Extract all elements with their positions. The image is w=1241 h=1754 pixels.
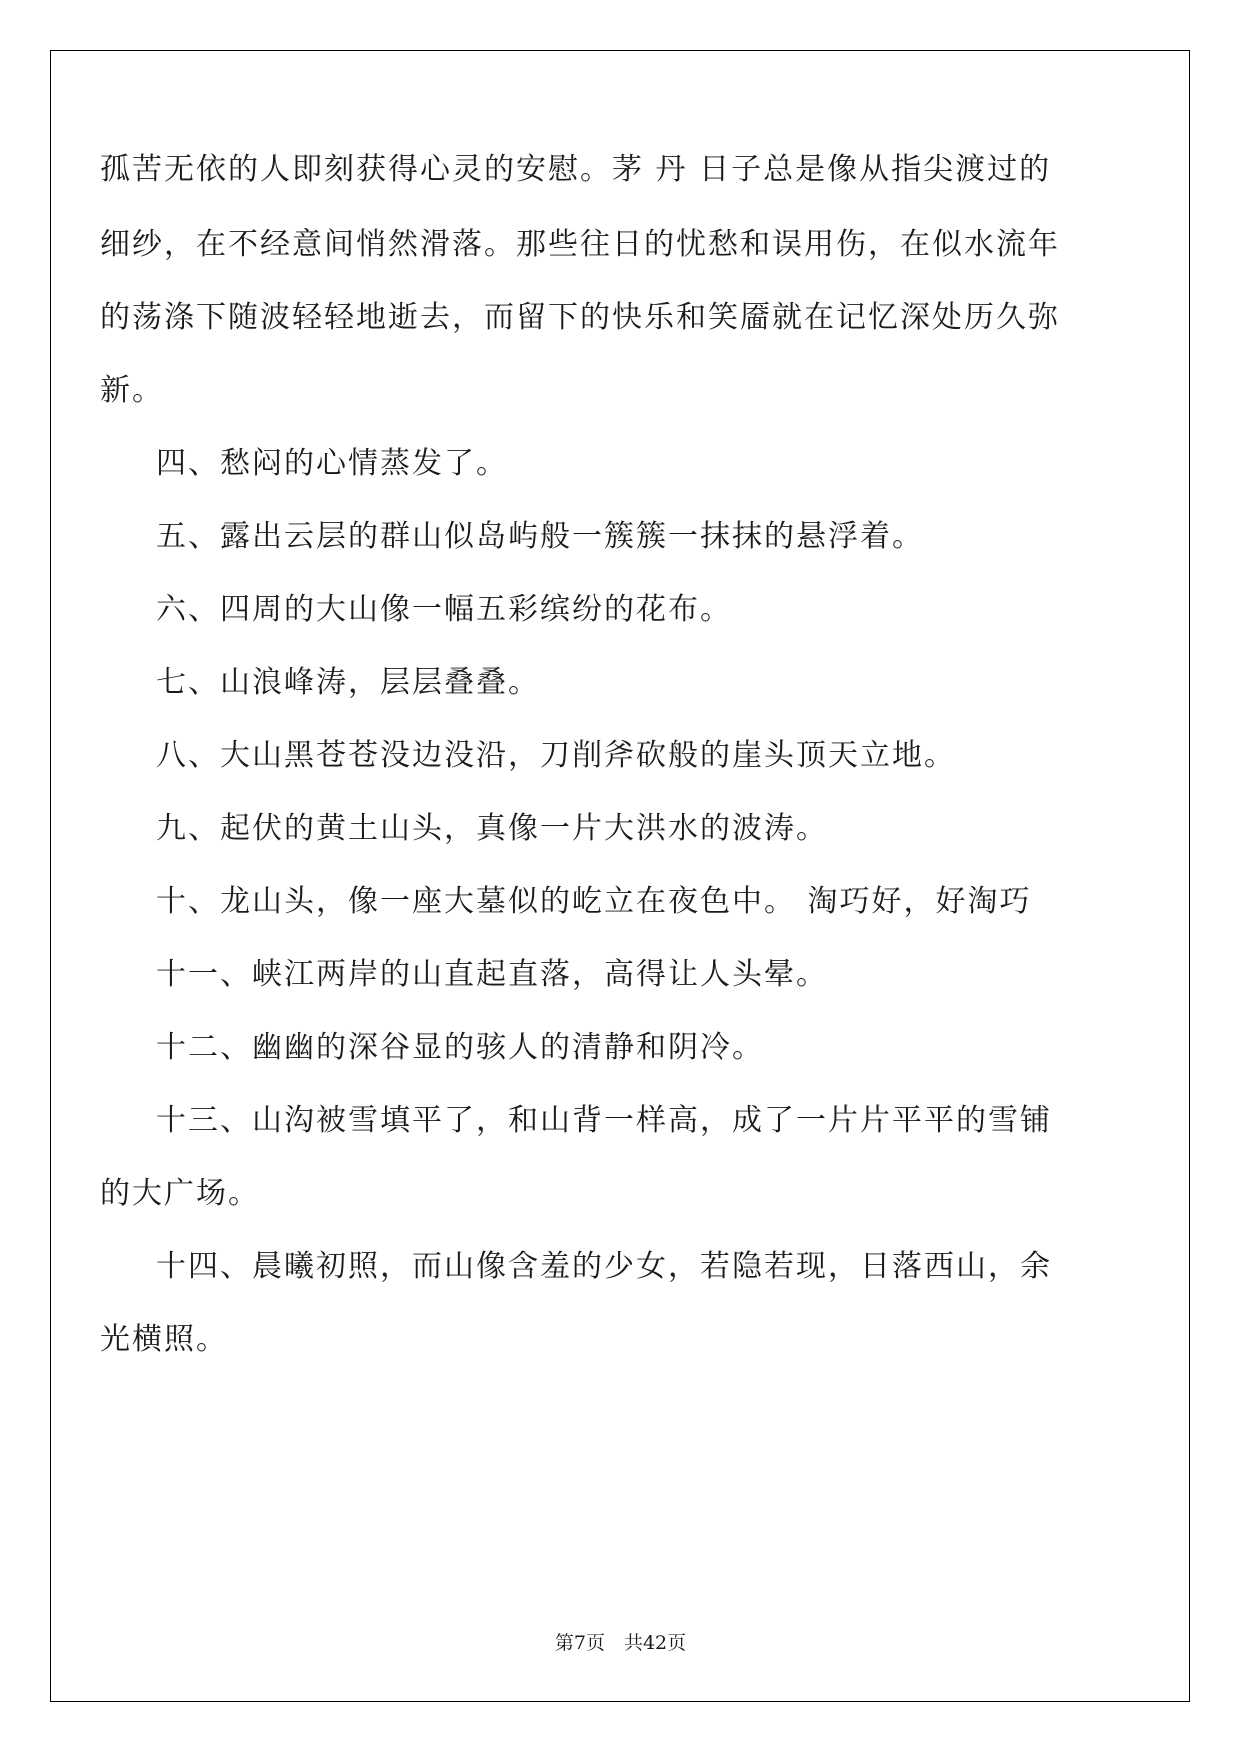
text-line: 十四、晨曦初照，而山像含羞的少女，若隐若现，日落西山，余 (156, 1249, 1052, 1284)
text-line: 十二、幽幽的深谷显的骇人的清静和阴冷。 (156, 1030, 764, 1065)
text-line: 十三、山沟被雪填平了，和山背一样高，成了一片片平平的雪铺 (156, 1103, 1052, 1138)
text-line: 八、大山黑苍苍没边没沿，刀削斧砍般的崖头顶天立地。 (156, 738, 956, 773)
page-number: 第7页 共42页 (554, 1632, 687, 1654)
text-line: 孤苦无依的人即刻获得心灵的安慰。茅 丹 日子总是像从指尖渡过的 (100, 152, 1052, 187)
text-line: 六、四周的大山像一幅五彩缤纷的花布。 (156, 592, 732, 627)
text-line: 光横照。 (100, 1322, 228, 1357)
text-line: 十、龙山头，像一座大墓似的屹立在夜色中。 淘巧好，好淘巧 (156, 884, 1032, 919)
text-line: 七、山浪峰涛，层层叠叠。 (156, 665, 540, 700)
text-line: 的大广场。 (100, 1176, 260, 1211)
text-line: 九、起伏的黄土山头，真像一片大洪水的波涛。 (156, 811, 828, 846)
text-line: 新。 (100, 373, 164, 408)
text-line: 的荡涤下随波轻轻地逝去，而留下的快乐和笑靥就在记忆深处历久弥 (100, 300, 1060, 335)
text-line: 五、露出云层的群山似岛屿般一簇簇一抹抹的悬浮着。 (156, 519, 924, 554)
text-line: 十一、峡江两岸的山直起直落，高得让人头晕。 (156, 957, 828, 992)
text-line: 四、愁闷的心情蒸发了。 (156, 446, 508, 481)
text-line: 细纱，在不经意间悄然滑落。那些往日的忧愁和误用伤，在似水流年 (100, 227, 1060, 262)
